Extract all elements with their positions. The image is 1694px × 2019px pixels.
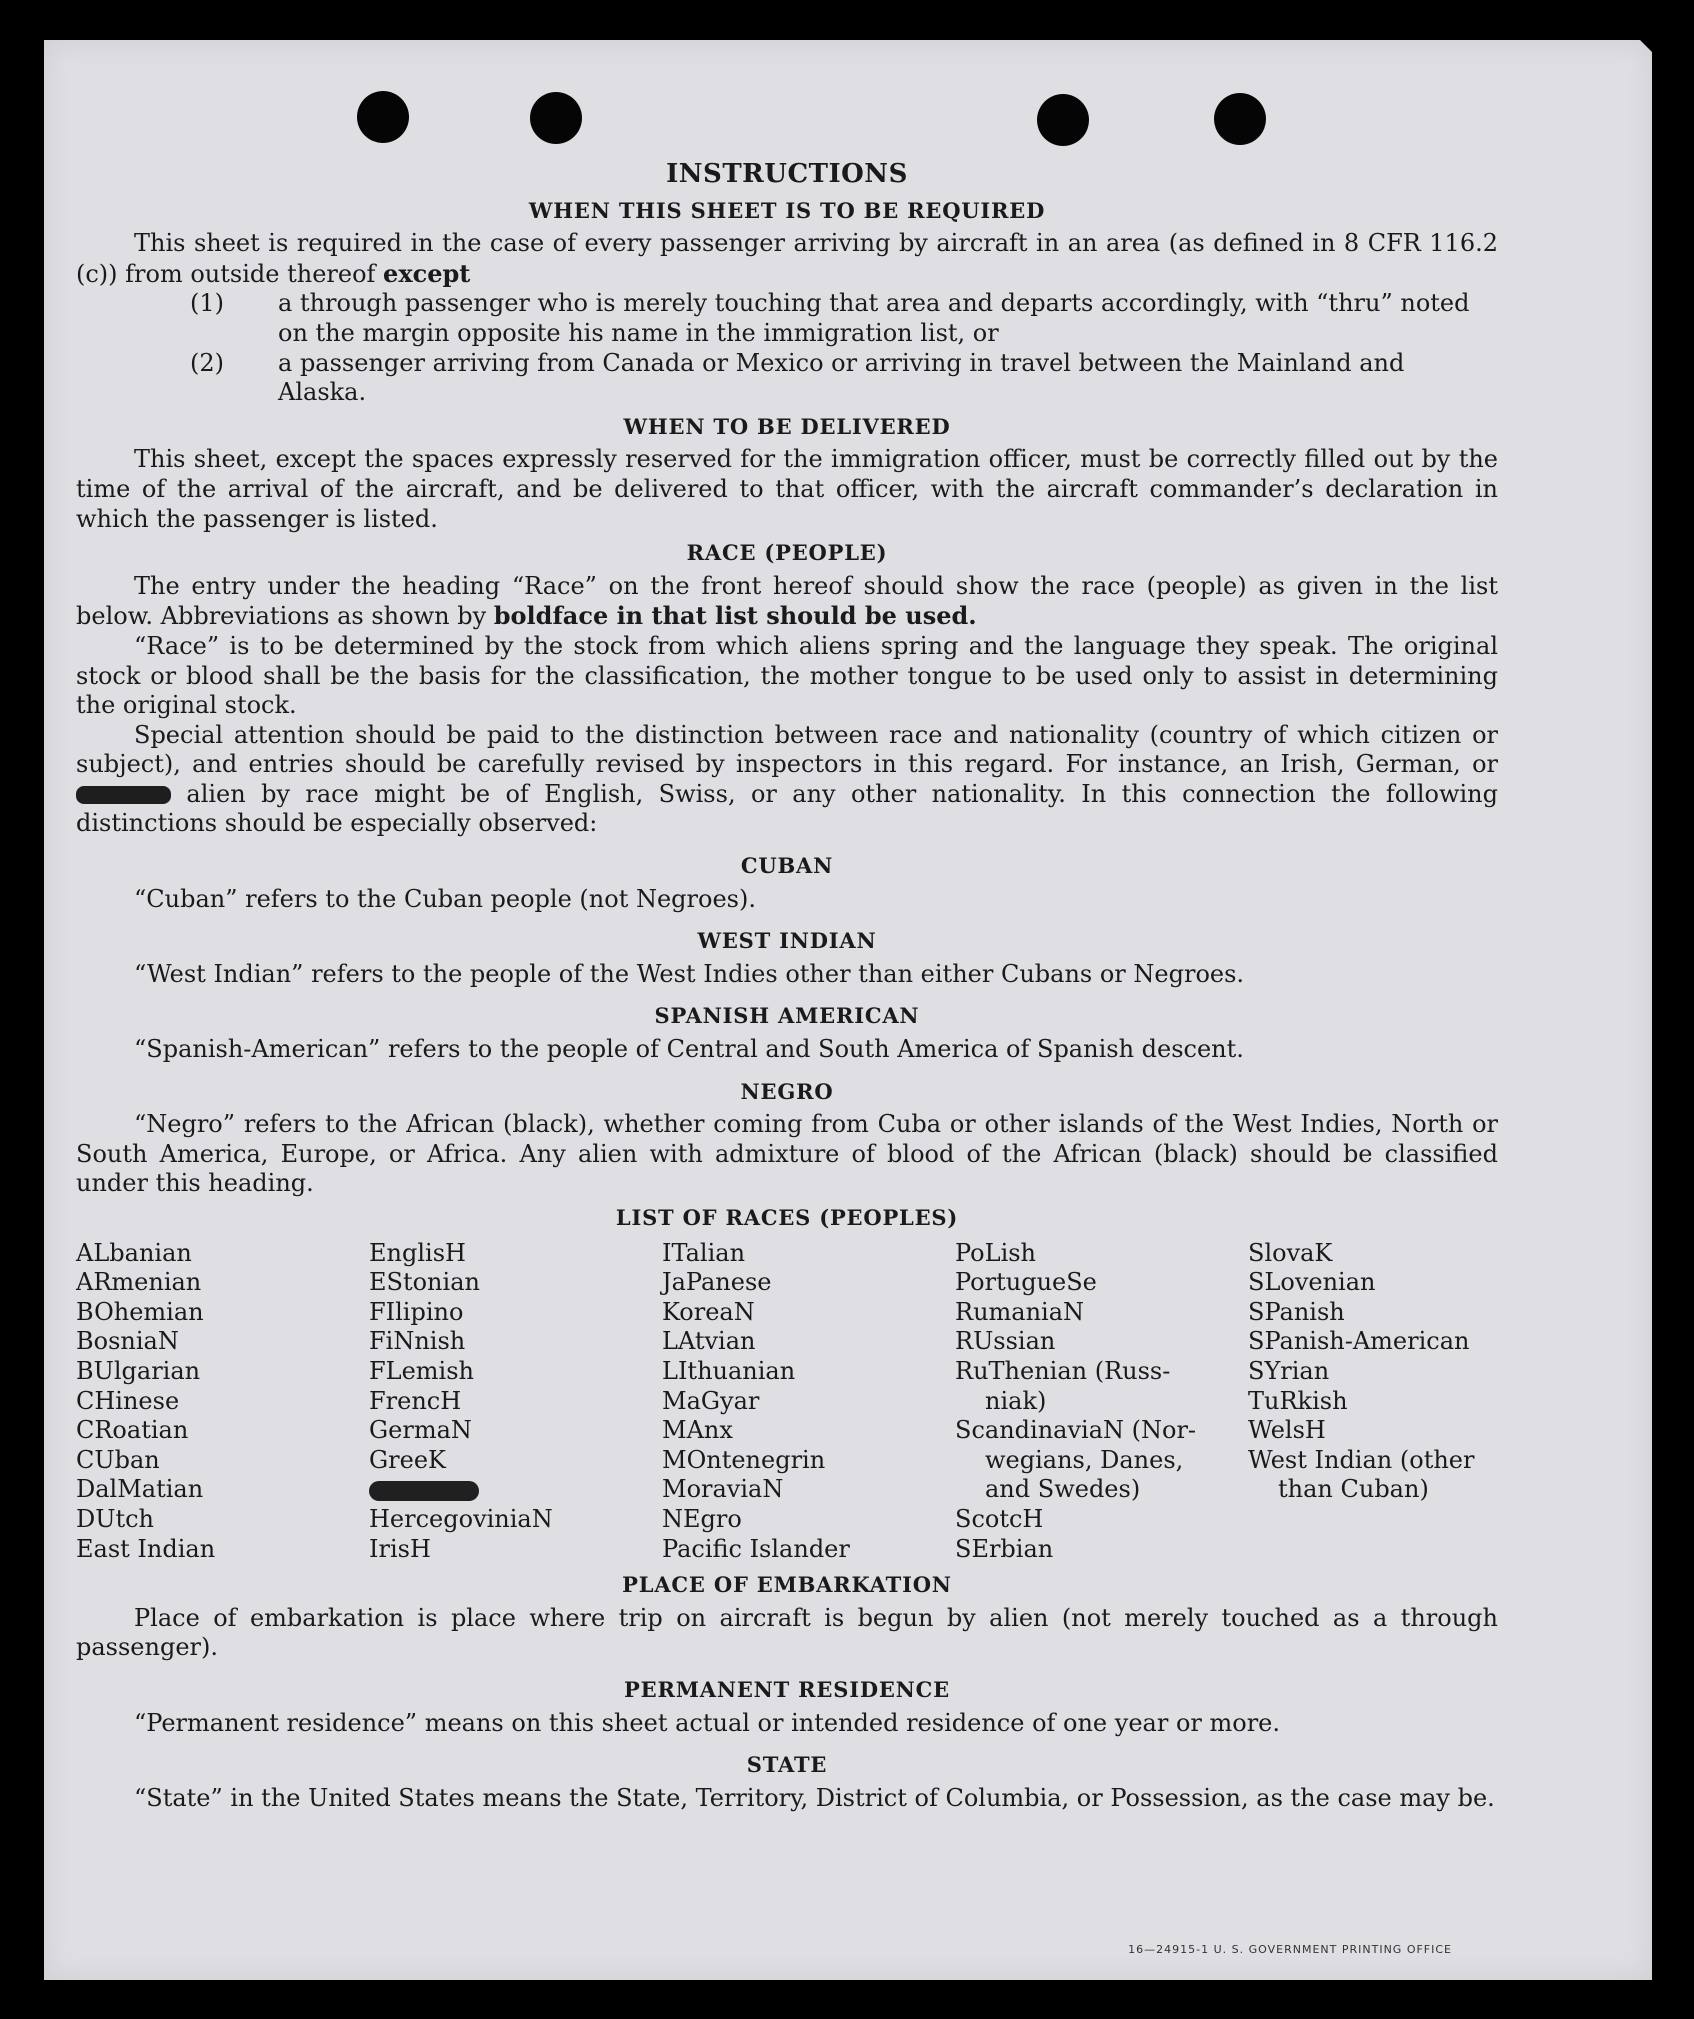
list-item: (1) a through passenger who is merely touching that area and departs accordingly, with “thru” noted on the margin opposite his name in the immigration list, or (190, 289, 1470, 347)
race-item: ARmenian (76, 1268, 202, 1297)
race-item: TuRkish (1248, 1386, 1348, 1415)
race-item: LAtvian (662, 1327, 756, 1356)
race-item: FrencH (369, 1386, 462, 1415)
race-item: West Indian (other (1248, 1445, 1475, 1474)
paragraph: This sheet, except the spaces expressly reserved for the immigration officer, must be correctly filled out by the time of the arrival of the aircraft, and be delivered to that officer, with the aircraft commander’s declaration in which the passenger is listed. (76, 445, 1498, 533)
paragraph: “West Indian” refers to the people of the West Indies other than either Cubans or Negroes. (134, 959, 1245, 988)
race-item: CHinese (76, 1386, 180, 1415)
punch-hole (1214, 93, 1266, 145)
race-item: SPanish-American (1248, 1327, 1470, 1356)
race-item: SYrian (1248, 1356, 1330, 1385)
section-heading-when-required: WHEN THIS SHEET IS TO BE REQUIRED (528, 197, 1046, 223)
race-item-continuation: niak) (985, 1386, 1047, 1415)
race-item: MAnx (662, 1416, 733, 1445)
section-heading-when-delivered: WHEN TO BE DELIVERED (623, 413, 951, 439)
race-item: BUlgarian (76, 1356, 201, 1385)
document-title: INSTRUCTIONS (666, 159, 908, 189)
race-item: EStonian (369, 1268, 480, 1297)
race-item: SPanish (1248, 1297, 1345, 1326)
paragraph: “State” in the United States means the State, Territory, District of Columbia, or Possession, as the case may be. (134, 1783, 1495, 1812)
race-item: FLemish (369, 1356, 474, 1385)
races-column (1248, 1239, 1498, 1565)
punch-hole (1037, 94, 1089, 146)
race-item: ScandinaviaN (Nor- (955, 1416, 1197, 1445)
race-item: BOhemian (76, 1297, 204, 1326)
paragraph: Place of embarkation is place where trip on aircraft is begun by alien (not merely touched as a through passenger). (76, 1603, 1498, 1662)
race-item: EnglisH (369, 1238, 466, 1267)
race-item: GreeK (369, 1445, 446, 1474)
punch-hole (357, 91, 409, 143)
race-item: JaPanese (662, 1268, 772, 1297)
race-item: ScotcH (955, 1504, 1044, 1533)
race-item: WelsH (1248, 1416, 1326, 1445)
race-item: DUtch (76, 1504, 155, 1533)
paragraph: “Spanish-American” refers to the people of Central and South America of Spanish descent. (134, 1035, 1244, 1064)
race-item: GermaN (369, 1416, 472, 1445)
document-page (44, 40, 1652, 1980)
redaction-mark (76, 786, 171, 804)
races-column (955, 1239, 1248, 1565)
race-item: East Indian (76, 1534, 216, 1563)
races-list (76, 1239, 1498, 1565)
paragraph: Special attention should be paid to the distinction between race and nationality (country of which citizen or subject), and entries should be carefully revised by inspectors in this regard. For instance, an Irish, German, or alien by race might be of English, Swiss, or any other nationality. In this connection the following distinctions should be especially observed: (76, 720, 1498, 838)
punch-hole (530, 92, 582, 144)
paragraph: “Race” is to be determined by the stock from which aliens spring and the language they speak. The original stock or blood shall be the basis for the classification, the mother tongue to be used only to assist in determining the original stock. (76, 631, 1498, 720)
race-item: SErbian (955, 1534, 1054, 1563)
race-item: SLovenian (1248, 1268, 1376, 1297)
race-item: RuThenian (Russ- (955, 1356, 1171, 1385)
race-item: RUssian (955, 1327, 1056, 1356)
redaction-mark (369, 1481, 479, 1501)
race-item: MaGyar (662, 1386, 760, 1415)
paragraph: “Permanent residence” means on this sheet actual or intended residence of one year or more. (134, 1708, 1280, 1737)
list-item: (2) a passenger arriving from Canada or Mexico or arriving in travel between the Mainland and Alaska. (190, 348, 1405, 407)
section-heading-place-of-embarkation: PLACE OF EMBARKATION (622, 1572, 952, 1598)
race-item: PoLish (955, 1238, 1037, 1267)
race-item: SlovaK (1248, 1238, 1333, 1267)
paragraph: This sheet is required in the case of every passenger arriving by aircraft in an area (as defined in 8 CFR 116.2 (c)) from outside thereof except (76, 229, 1498, 288)
section-heading-spanish-american: SPANISH AMERICAN (654, 1003, 920, 1029)
race-item: RumaniaN (955, 1297, 1085, 1326)
races-column (76, 1239, 369, 1565)
printer-imprint: 16—24915-1 U. S. GOVERNMENT PRINTING OFFICE (1128, 1943, 1452, 1956)
section-heading-state: STATE (746, 1752, 828, 1778)
section-heading-list-of-races: LIST OF RACES (PEOPLES) (615, 1205, 959, 1230)
race-item: Pacific Islander (662, 1534, 850, 1563)
race-item: MoraviaN (662, 1475, 784, 1504)
race-item: CRoatian (76, 1416, 189, 1445)
race-item-continuation: wegians, Danes, (985, 1445, 1184, 1474)
race-item: FIlipino (369, 1297, 464, 1326)
race-item: MOntenegrin (662, 1445, 826, 1474)
page-corner (1640, 40, 1662, 62)
race-item-continuation: and Swedes) (985, 1475, 1141, 1504)
race-item: DalMatian (76, 1475, 204, 1504)
race-item: ITalian (662, 1238, 746, 1267)
race-item: HercegoviniaN (369, 1504, 553, 1533)
race-item: NEgro (662, 1504, 742, 1533)
race-item: ALbanian (76, 1238, 192, 1267)
race-item-continuation: than Cuban) (1278, 1475, 1429, 1504)
race-item-redacted (369, 1475, 662, 1505)
paragraph: “Cuban” refers to the Cuban people (not Negroes). (134, 884, 756, 913)
section-heading-cuban: CUBAN (740, 853, 834, 879)
race-item: BosniaN (76, 1327, 179, 1356)
races-column (369, 1239, 662, 1565)
document-body (76, 160, 1498, 1813)
race-item: PortugueSe (955, 1268, 1097, 1297)
race-item: LIthuanian (662, 1356, 796, 1385)
section-heading-negro: NEGRO (740, 1078, 834, 1104)
races-column (662, 1239, 955, 1565)
race-item: CUban (76, 1445, 160, 1474)
race-item: FiNnish (369, 1327, 466, 1356)
section-heading-permanent-residence: PERMANENT RESIDENCE (624, 1676, 950, 1702)
race-item: IrisH (369, 1534, 431, 1563)
race-item: KoreaN (662, 1297, 755, 1326)
section-heading-race: RACE (PEOPLE) (686, 540, 888, 566)
paragraph: The entry under the heading “Race” on the front hereof should show the race (people) as given in the list below. Abbreviations as shown by boldface in that list should be used. (76, 571, 1498, 631)
paragraph: “Negro” refers to the African (black), whether coming from Cuba or other islands of the West Indies, North or South America, Europe, or Africa. Any alien with admixture of blood of the African (black) should be classified under this heading. (76, 1110, 1498, 1198)
section-heading-west-indian: WEST INDIAN (697, 928, 877, 954)
